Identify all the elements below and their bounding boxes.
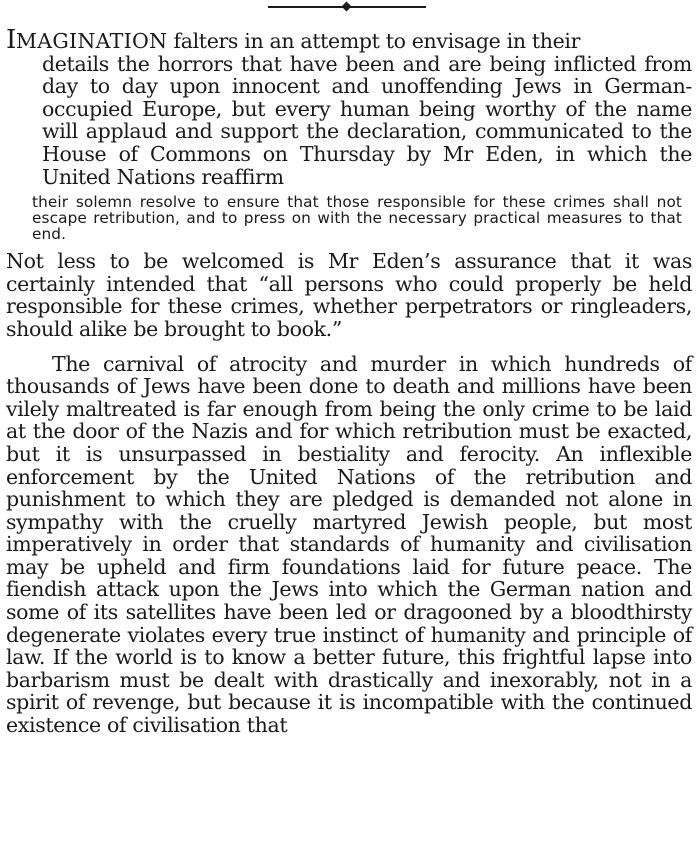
lead-paragraph-text: details the horrors that have been and are being inflicted from day to day upon innocent and unoffending Jews in German-occupied Europe, but every human being worthy of the name will applaud and support the declaration, communicated to the House of Commons on Thursday by Mr Eden, in which the United Nations reaffirm [42, 51, 692, 189]
paragraph-3: The carnival of atrocity and murder in which hundreds of thousands of Jews have been done to death and millions have been vilely maltreated is far enough from being the only crime to be laid at the door of the Nazis and for which retribution must be exacted, but it is unsurpassed in bestiality and ferocity. An inflexible enforcement by the United Nations of the retribution and punishment to which they are pledged is demanded not alone in sympathy with the cruelly martyred Jewish people, but most imperatively in order that standards of humanity and civilisation may be upheld and firm foundations laid for future peace. The fiendish attack upon the Jews into which the German nation and some of its satellites have been led or dragooned by a bloodthirsty degenerate violates every true instinct of humanity and principle of law. If the world is to know a better future, this frightful lapse into barbarism must be dealt with drastically and inexorably, not in a spirit of revenge, but because it is incompatible with the continued existence of civilisation that [6, 351, 692, 738]
drop-cap: I [6, 25, 16, 55]
block-quote: their solemn resolve to ensure that those responsible for these crimes shall not escape retribution, and to press on with the necessary practical measures to that end. [32, 193, 682, 244]
lead-paragraph [6, 25, 692, 189]
divider-diamond-ornament [342, 2, 352, 12]
paragraph-2: Not less to be welcomed is Mr Eden’s assurance that it was certainly intended that “all persons who could properly be held responsible for these crimes, whether perpetrators or ringleaders, should alike be brought to book.” [6, 249, 692, 341]
lead-first-line-text: falters in an attempt to envisage in their [167, 29, 581, 53]
section-divider-rule [268, 4, 426, 10]
lead-smallcaps-word: MAGINATION [15, 29, 168, 53]
newspaper-article [6, 25, 692, 738]
